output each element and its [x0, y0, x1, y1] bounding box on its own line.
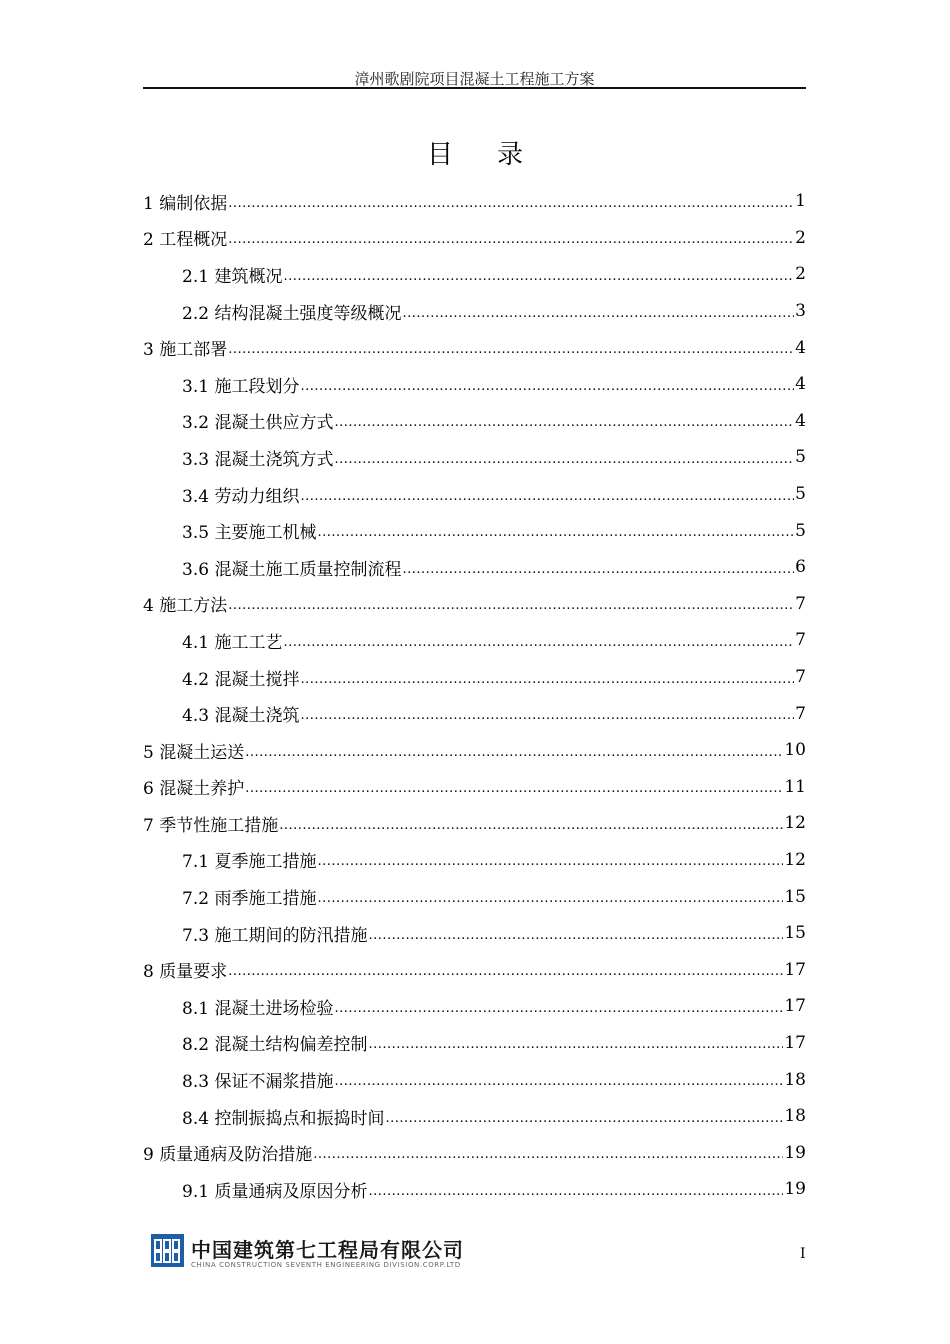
toc-entry[interactable] [143, 476, 806, 513]
toc-entry[interactable] [143, 732, 806, 769]
toc-entry-label: 3.2 混凝土供应方式 [182, 413, 334, 434]
toc-entry-page: 17 [784, 996, 806, 1017]
toc-entry[interactable] [143, 183, 806, 220]
toc-entry-label: 3 施工部署 [143, 340, 228, 361]
toc-dot-leader [300, 489, 794, 504]
toc-entry-page: 19 [784, 1142, 806, 1163]
toc-entry[interactable] [143, 951, 806, 988]
toc-entry-label: 3.4 劳动力组织 [182, 486, 300, 507]
toc-entry-page: 17 [784, 1032, 806, 1053]
toc-entry-label: 4 施工方法 [143, 596, 228, 617]
toc-entry-label: 9 质量通病及防治措施 [143, 1145, 313, 1166]
toc-entry-page: 19 [784, 1179, 806, 1200]
toc-entry-page: 18 [784, 1106, 806, 1127]
company-name: 中国建筑第七工程局有限公司 [191, 1238, 464, 1262]
toc-dot-leader [283, 269, 794, 284]
toc-entry-page: 12 [784, 849, 806, 870]
toc-entry[interactable] [143, 1098, 806, 1135]
toc-entry-label: 8 质量要求 [143, 962, 228, 983]
toc-entry[interactable] [143, 293, 806, 330]
toc-dot-leader [317, 525, 794, 540]
toc-entry-page: 4 [795, 337, 806, 358]
toc-entry-label: 2 工程概况 [143, 230, 228, 251]
toc-dot-leader [245, 745, 783, 760]
toc-entry-label: 7 季节性施工措施 [143, 815, 279, 836]
toc-dot-leader [368, 1184, 783, 1199]
toc-entry-page: 1 [795, 191, 806, 212]
toc-entry-page: 15 [784, 886, 806, 907]
toc-entry[interactable] [143, 769, 806, 806]
toc-entry-label: 8.1 混凝土进场检验 [182, 998, 334, 1019]
toc-dot-leader [228, 964, 783, 979]
toc-entry-label: 6 混凝土养护 [143, 779, 245, 800]
toc-entry-page: 2 [795, 264, 806, 285]
toc-dot-leader [368, 928, 783, 943]
document-header-title: 漳州歌剧院项目混凝土工程施工方案 [354, 70, 595, 88]
toc-dot-leader [300, 672, 794, 687]
toc-entry[interactable] [143, 220, 806, 257]
toc-dot-leader [334, 1001, 783, 1016]
toc-entry[interactable] [143, 1025, 806, 1062]
toc-entry-label: 4.3 混凝土浇筑 [182, 706, 300, 727]
toc-entry[interactable] [143, 842, 806, 879]
toc-entry-label: 3.5 主要施工机械 [182, 523, 317, 544]
toc-dot-leader [245, 781, 783, 796]
toc-dot-leader [334, 415, 794, 430]
toc-entry-page: 6 [795, 557, 806, 578]
toc-entry[interactable] [143, 512, 806, 549]
toc-dot-leader [368, 1037, 783, 1052]
toc-entry-label: 3.6 混凝土施工质量控制流程 [182, 559, 402, 580]
toc-entry-page: 10 [784, 740, 806, 761]
toc-entry[interactable] [143, 1171, 806, 1208]
toc-dot-leader [317, 891, 783, 906]
toc-entry-label: 5 混凝土运送 [143, 742, 245, 763]
toc-dot-leader [228, 196, 794, 211]
toc-entry[interactable] [143, 366, 806, 403]
toc-entry-label: 8.2 混凝土结构偏差控制 [182, 1035, 368, 1056]
toc-entry[interactable] [143, 878, 806, 915]
toc-dot-leader [283, 635, 794, 650]
header-rule [143, 87, 806, 89]
toc-dot-leader [402, 306, 794, 321]
toc-dot-leader [313, 1147, 783, 1162]
toc-dot-leader [402, 562, 794, 577]
toc-entry[interactable] [143, 915, 806, 952]
toc-dot-leader [300, 379, 794, 394]
toc-entry-page: 7 [795, 703, 806, 724]
toc-entry-page: 7 [795, 667, 806, 688]
toc-entry-page: 5 [795, 447, 806, 468]
company-name-english: CHINA CONSTRUCTION SEVENTH ENGINEERING DIVISION.CORP.LTD [191, 1261, 461, 1269]
toc-entry[interactable] [143, 1061, 806, 1098]
toc-entry-page: 17 [784, 959, 806, 980]
toc-entry[interactable] [143, 403, 806, 440]
toc-entry-label: 9.1 质量通病及原因分析 [182, 1181, 368, 1202]
toc-entry-label: 1 编制依据 [143, 193, 228, 214]
toc-entry-label: 7.2 雨季施工措施 [182, 889, 317, 910]
toc-entry-page: 4 [795, 410, 806, 431]
toc-dot-leader [279, 818, 783, 833]
toc-entry[interactable] [143, 439, 806, 476]
toc-dot-leader [385, 1111, 783, 1126]
toc-entry[interactable] [143, 1134, 806, 1171]
toc-entry-page: 12 [784, 813, 806, 834]
toc-dot-leader [228, 232, 794, 247]
table-of-contents [143, 183, 806, 1208]
toc-entry-page: 3 [795, 301, 806, 322]
toc-entry-page: 11 [784, 776, 806, 797]
toc-entry-label: 8.3 保证不漏浆措施 [182, 1072, 334, 1093]
toc-entry-page: 7 [795, 630, 806, 651]
toc-entry-page: 5 [795, 484, 806, 505]
toc-dot-leader [228, 598, 794, 613]
toc-entry-label: 2.2 结构混凝土强度等级概况 [182, 303, 402, 324]
toc-entry[interactable] [143, 329, 806, 366]
toc-entry-label: 7.3 施工期间的防汛措施 [182, 925, 368, 946]
toc-entry[interactable] [143, 256, 806, 293]
toc-entry-label: 3.1 施工段划分 [182, 376, 300, 397]
toc-entry-label: 7.1 夏季施工措施 [182, 852, 317, 873]
toc-entry[interactable] [143, 695, 806, 732]
toc-entry-label: 3.3 混凝土浇筑方式 [182, 449, 334, 470]
toc-entry-page: 2 [795, 227, 806, 248]
toc-dot-leader [334, 452, 794, 467]
toc-entry-page: 5 [795, 520, 806, 541]
toc-entry-label: 4.2 混凝土搅拌 [182, 669, 300, 690]
toc-entry[interactable] [143, 659, 806, 696]
toc-dot-leader [334, 1074, 783, 1089]
toc-dot-leader [228, 342, 794, 357]
toc-entry-page: 18 [784, 1069, 806, 1090]
toc-dot-leader [300, 708, 794, 723]
cscec-logo-icon [151, 1234, 184, 1267]
toc-entry[interactable] [143, 988, 806, 1025]
toc-entry[interactable] [143, 586, 806, 623]
toc-dot-leader [317, 854, 783, 869]
toc-entry[interactable] [143, 549, 806, 586]
toc-entry-label: 4.1 施工工艺 [182, 632, 283, 653]
toc-entry-label: 2.1 建筑概况 [182, 266, 283, 287]
toc-entry[interactable] [143, 805, 806, 842]
toc-entry-page: 15 [784, 923, 806, 944]
toc-entry-page: 7 [795, 593, 806, 614]
page-number: I [800, 1246, 806, 1262]
toc-entry-page: 4 [795, 374, 806, 395]
toc-entry[interactable] [143, 622, 806, 659]
toc-entry-label: 8.4 控制振捣点和振捣时间 [182, 1108, 385, 1129]
toc-title: 目录 [426, 140, 567, 170]
